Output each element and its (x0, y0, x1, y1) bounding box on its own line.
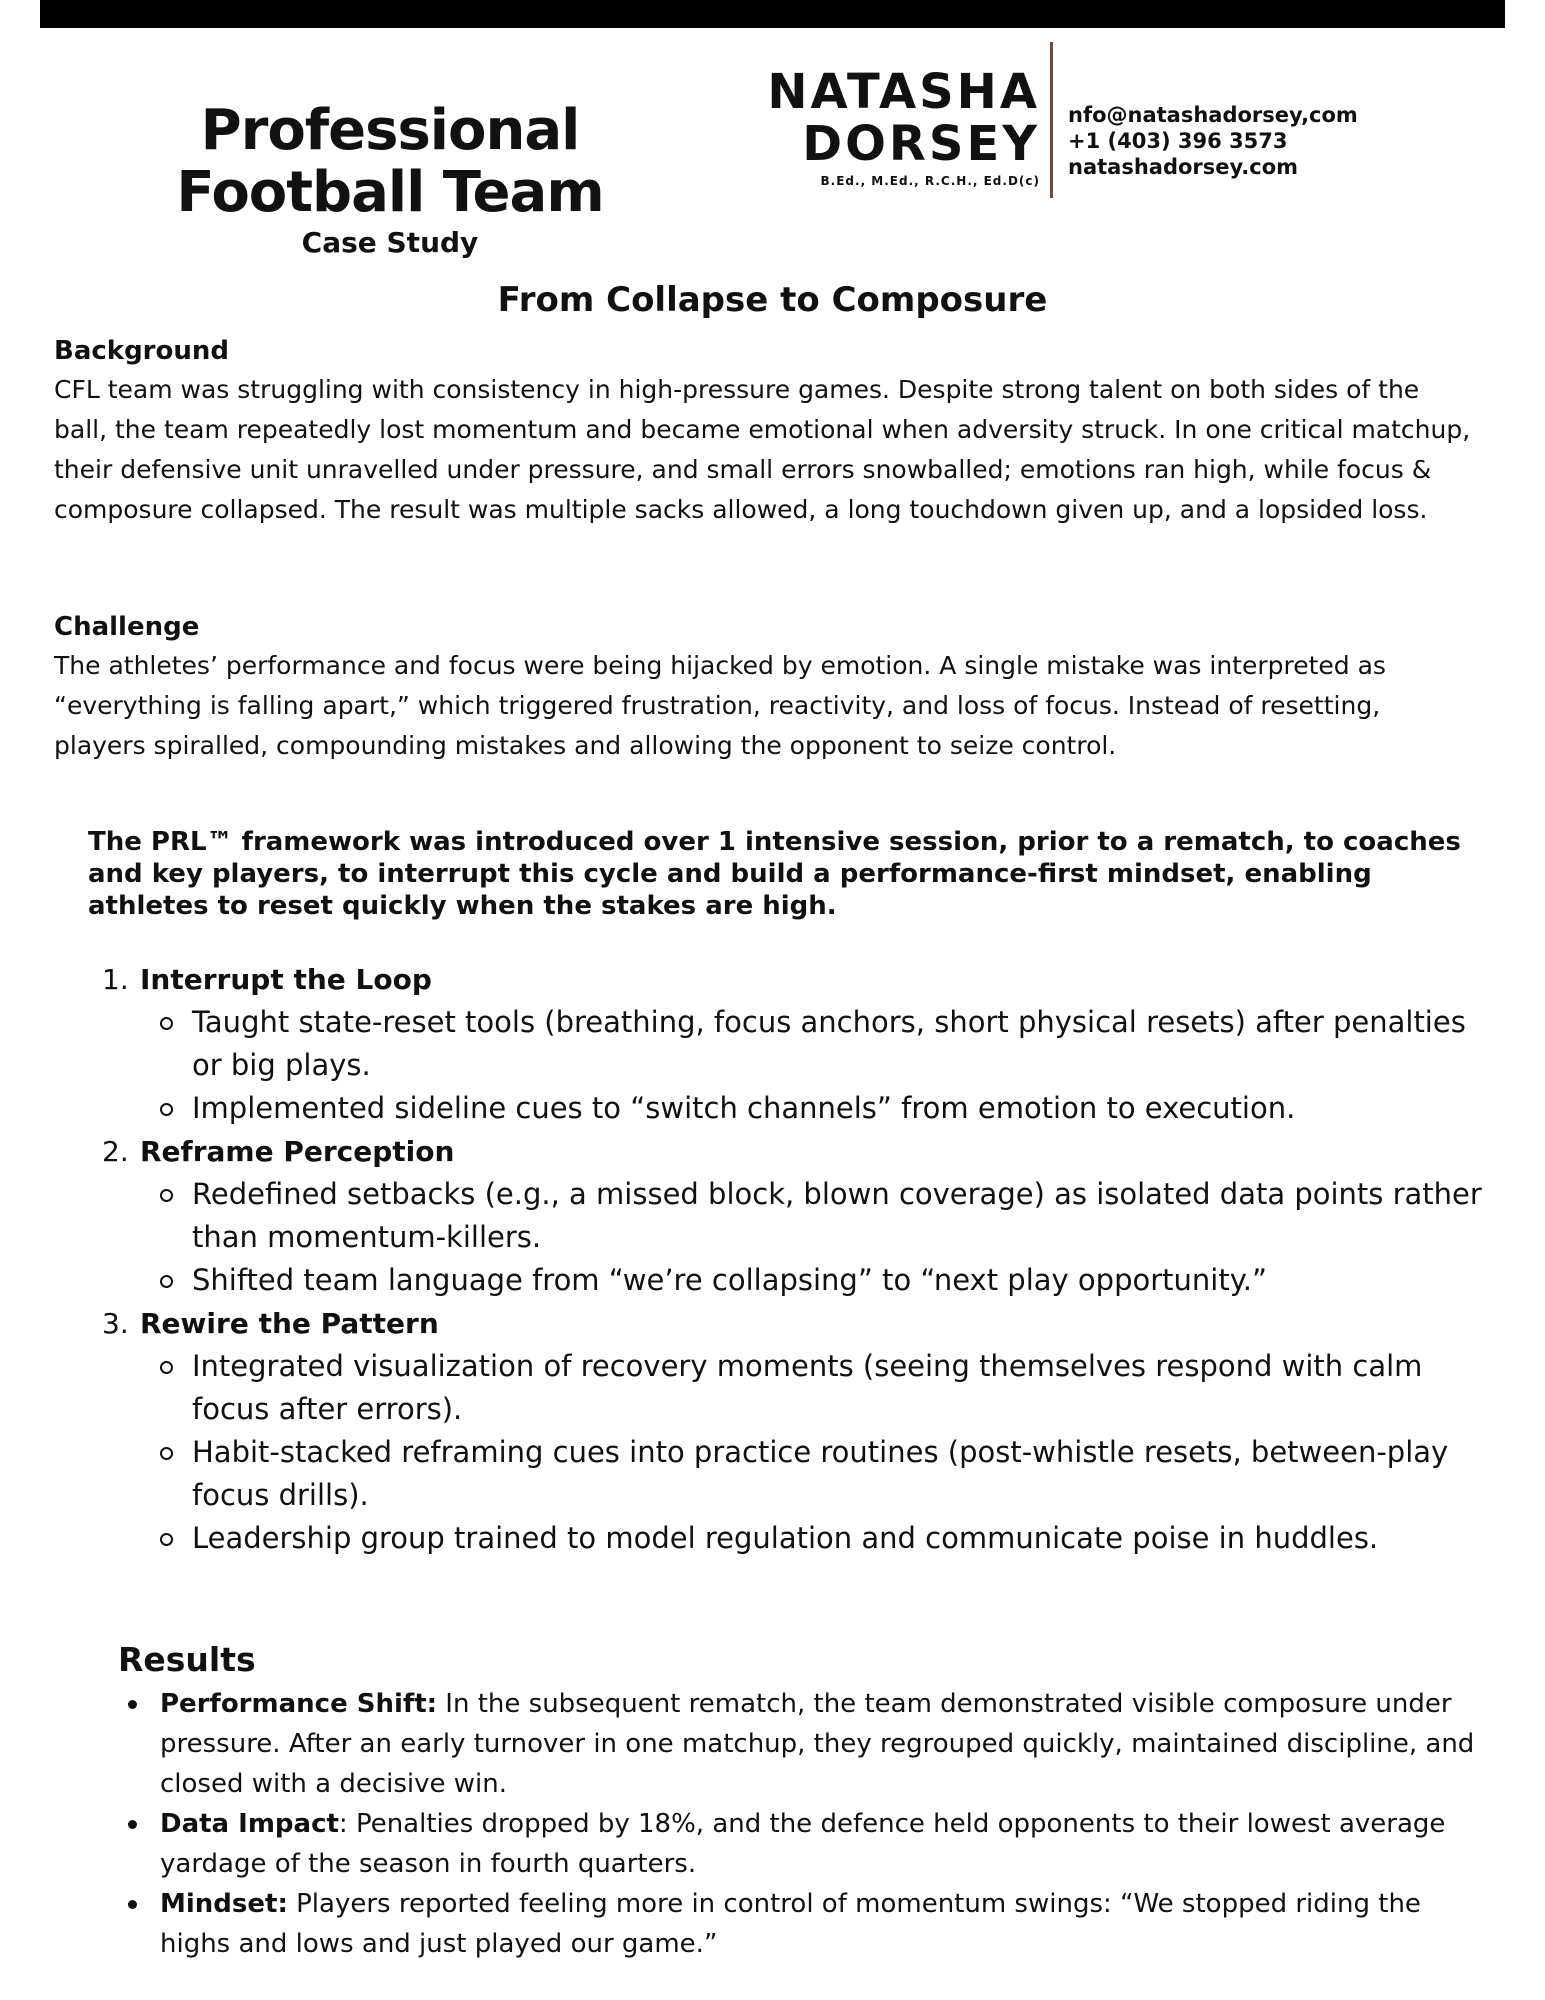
step-number: 3. (102, 1307, 129, 1340)
list-item-text: Implemented sideline cues to “switch channels” from emotion to execution. (192, 1091, 1296, 1125)
list-item (140, 1345, 1482, 1431)
results-list (118, 1684, 1488, 1964)
circle-bullet-icon (160, 1361, 173, 1374)
step-sub-list (140, 1173, 1482, 1302)
list-item-text: Habit-stacked reframing cues into practice routines (post-whistle resets, between-play focus drills). (192, 1435, 1449, 1512)
list-item-text: Redefined setbacks (e.g., a missed block, blown coverage) as isolated data points rather than momentum-killers. (192, 1177, 1482, 1254)
circle-bullet-icon (160, 1189, 173, 1202)
step-item (102, 1302, 1482, 1560)
step-title: Rewire the Pattern (140, 1307, 439, 1340)
list-item (118, 1684, 1488, 1804)
subtitle: Case Study (301, 226, 479, 259)
document-title-block (140, 100, 640, 260)
list-item (140, 1001, 1482, 1087)
result-text: Players reported feeling more in control of momentum swings: “We stopped riding the highs and lows and just played our game.” (160, 1889, 1421, 1959)
contact-block (1068, 102, 1358, 180)
bullet-icon (128, 1900, 137, 1909)
step-number: 1. (102, 963, 129, 996)
top-bar (40, 0, 1505, 28)
list-item-text: Integrated visualization of recovery moments (seeing themselves respond with calm focus after errors). (192, 1349, 1423, 1426)
circle-bullet-icon (160, 1103, 173, 1116)
result-label: Performance Shift: (160, 1689, 438, 1719)
result-label: Data Impact (160, 1809, 339, 1839)
brand-first-name: NATASHA (767, 64, 1040, 120)
step-number: 2. (102, 1135, 129, 1168)
steps-list (102, 958, 1482, 1560)
result-label: Mindset: (160, 1889, 288, 1919)
step-title: Interrupt the Loop (140, 963, 432, 996)
brand-logo (750, 66, 1040, 188)
list-item (140, 1259, 1482, 1302)
list-item (140, 1431, 1482, 1517)
list-item (140, 1173, 1482, 1259)
list-item (140, 1087, 1482, 1130)
list-item (118, 1804, 1488, 1884)
contact-website[interactable]: natashadorsey.com (1068, 155, 1299, 179)
step-title: Reframe Perception (140, 1135, 455, 1168)
circle-bullet-icon (160, 1533, 173, 1546)
brand-divider (1050, 42, 1053, 198)
circle-bullet-icon (160, 1275, 173, 1288)
background-section (54, 332, 1474, 530)
list-item (140, 1517, 1482, 1560)
step-item (102, 1130, 1482, 1302)
step-sub-list (140, 1345, 1482, 1560)
contact-phone[interactable]: +1 (403) 396 3573 (1068, 129, 1288, 153)
title-line: Professional (200, 98, 580, 163)
circle-bullet-icon (160, 1447, 173, 1460)
framework-statement: The PRL™ framework was introduced over 1 intensive session, prior to a rematch, to coaches and key players, to interrupt this cycle and build a performance-first mindset, enabling athletes to reset quickly when the stakes are high. (88, 827, 1461, 921)
title-line: Football Team (176, 160, 604, 225)
result-text: In the subsequent rematch, the team demonstrated visible composure under pressure. After an early turnover in one matchup, they regrouped quickly, maintained discipline, and closed with a decisive win. (160, 1689, 1475, 1799)
bullet-icon (128, 1700, 137, 1709)
doc-title: From Collapse to Composure (497, 280, 1048, 320)
circle-bullet-icon (160, 1017, 173, 1030)
brand-credentials: B.Ed., M.Ed., R.C.H., Ed.D(c) (820, 174, 1040, 188)
step-item (102, 958, 1482, 1130)
step-sub-list (140, 1001, 1482, 1130)
list-item-text: Taught state-reset tools (breathing, focus anchors, short physical resets) after penalties or big plays. (192, 1005, 1466, 1082)
result-text: : Penalties dropped by 18%, and the defence held opponents to their lowest average yardage of the season in fourth quarters. (160, 1809, 1446, 1879)
bullet-icon (128, 1820, 137, 1829)
background-label: Background (54, 336, 229, 366)
brand-last-name: DORSEY (802, 116, 1040, 172)
results-heading: Results (118, 1640, 256, 1679)
list-item-text: Shifted team language from “we’re collapsing” to “next play opportunity.” (192, 1263, 1267, 1297)
list-item-text: Leadership group trained to model regulation and communicate poise in huddles. (192, 1521, 1379, 1555)
challenge-label: Challenge (54, 612, 200, 642)
background-text: CFL team was struggling with consistency in high-pressure games. Despite strong talent on both sides of the ball, the team repeatedly lost momentum and became emotional when adversity struck. In one critical matchup, their defensive unit unravelled under pressure, and small errors snowballed; emotions ran high, while focus & composure collapsed. The result was multiple sacks allowed, a long touchdown given up, and a lopsided loss. (54, 375, 1471, 524)
contact-email[interactable]: nfo@natashadorsey,com (1068, 103, 1358, 127)
challenge-section (54, 608, 1474, 766)
challenge-text: The athletes’ performance and focus were being hijacked by emotion. A single mistake was interpreted as “everything is falling apart,” which triggered frustration, reactivity, and loss of focus. Instead of resetting, players spiralled, compounding mistakes and allowing the opponent to seize control. (54, 651, 1386, 760)
list-item (118, 1884, 1488, 1964)
